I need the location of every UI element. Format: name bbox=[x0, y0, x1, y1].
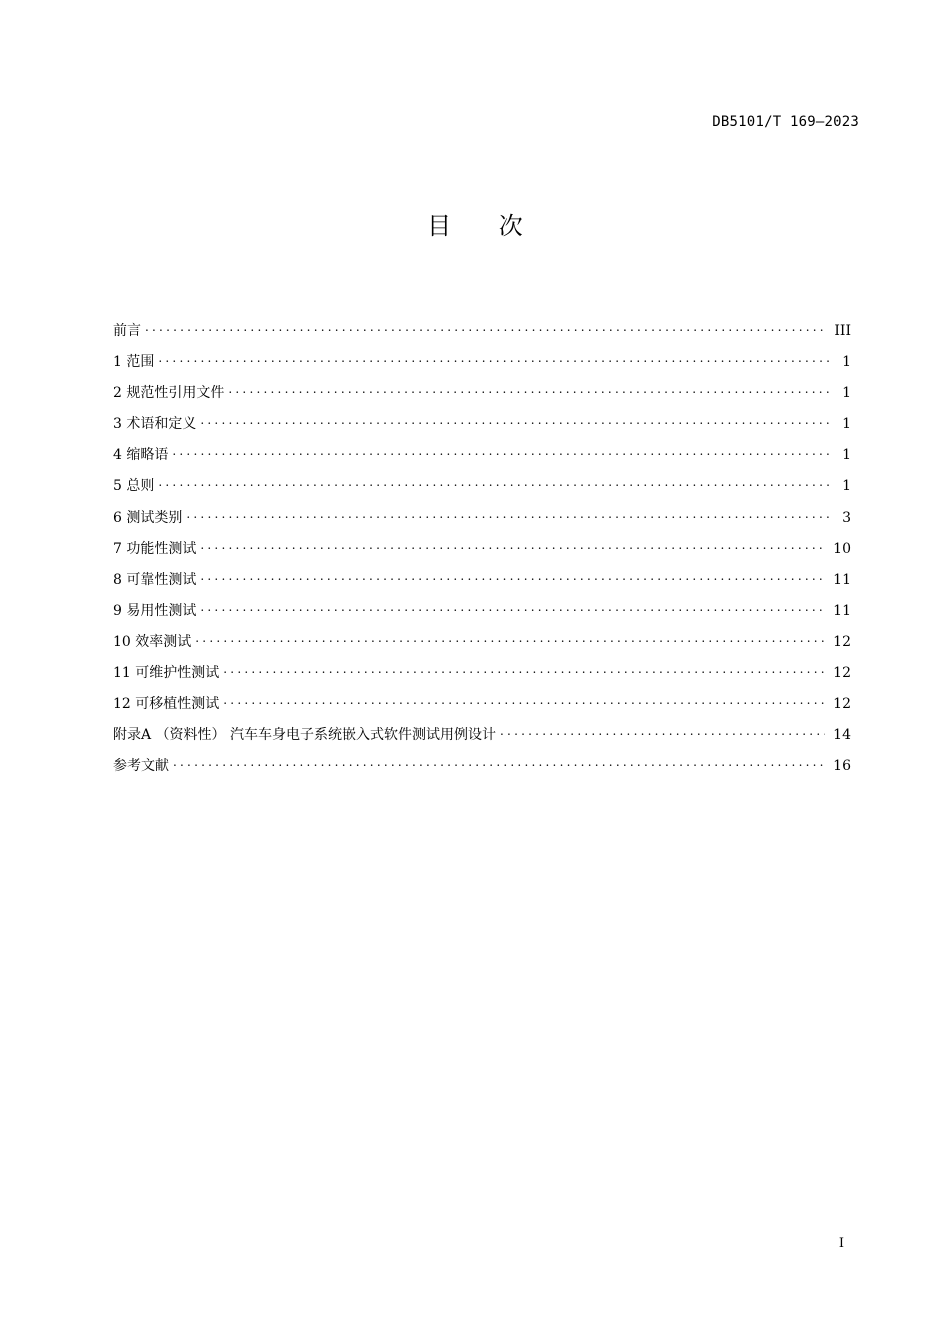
toc-entry-label: 3 术语和定义 bbox=[113, 416, 197, 433]
toc-entry[interactable] bbox=[113, 378, 851, 409]
toc-leader-dots bbox=[200, 601, 825, 615]
toc-entry[interactable] bbox=[113, 316, 851, 347]
toc-entry[interactable] bbox=[113, 409, 851, 440]
toc-entry-page: 1 bbox=[842, 478, 851, 495]
toc-leader-dots bbox=[145, 321, 826, 335]
toc-entry-page: 12 bbox=[833, 633, 851, 650]
toc-entry-label: 参考文献 bbox=[113, 758, 169, 775]
toc-entry[interactable] bbox=[113, 534, 851, 565]
toc-leader-dots bbox=[158, 352, 829, 366]
toc-entry-label: 5 总则 bbox=[113, 478, 155, 495]
toc-leader-dots bbox=[500, 725, 825, 739]
toc-entry-page: 11 bbox=[833, 602, 851, 619]
toc-entry[interactable] bbox=[113, 596, 851, 627]
toc-leader-dots bbox=[200, 539, 825, 553]
toc-entry[interactable] bbox=[113, 471, 851, 502]
toc-entry-label: 8 可靠性测试 bbox=[113, 571, 197, 588]
toc-entry-page: 1 bbox=[842, 385, 851, 402]
toc-entry-label: 1 范围 bbox=[113, 354, 155, 371]
toc-entry[interactable] bbox=[113, 658, 851, 689]
toc-entry-label: 4 缩略语 bbox=[113, 447, 169, 464]
toc-entry[interactable] bbox=[113, 627, 851, 658]
page-number: I bbox=[838, 1236, 844, 1251]
toc-entry-page: 3 bbox=[842, 509, 851, 526]
toc-entry-page: 10 bbox=[833, 540, 851, 557]
toc-leader-dots bbox=[172, 445, 829, 459]
toc-entry-page: 12 bbox=[833, 665, 851, 682]
toc-leader-dots bbox=[223, 694, 825, 708]
toc-entry-label: 9 易用性测试 bbox=[113, 602, 197, 619]
toc-entry[interactable] bbox=[113, 751, 851, 782]
toc-entry-label: 12 可移植性测试 bbox=[113, 696, 220, 713]
toc-entry-page: 11 bbox=[833, 571, 851, 588]
toc-entry-page: 14 bbox=[833, 727, 851, 744]
toc-entry[interactable] bbox=[113, 440, 851, 471]
toc-leader-dots bbox=[186, 508, 829, 522]
toc-entry[interactable] bbox=[113, 503, 851, 534]
toc-leader-dots bbox=[228, 383, 829, 397]
toc-leader-dots bbox=[173, 756, 825, 770]
toc-title: 目 次 bbox=[427, 212, 543, 240]
document-code: DB5101/T 169—2023 bbox=[712, 114, 859, 130]
toc-entry-page: III bbox=[834, 323, 851, 339]
toc-entry-label: 前言 bbox=[113, 323, 141, 339]
toc-entry-label: 附录A （资料性） 汽车车身电子系统嵌入式软件测试用例设计 bbox=[113, 727, 497, 744]
toc-entry-label: 11 可维护性测试 bbox=[113, 665, 220, 682]
toc-entry-page: 1 bbox=[842, 416, 851, 433]
toc-leader-dots bbox=[200, 570, 825, 584]
toc-entry[interactable] bbox=[113, 347, 851, 378]
toc-entry[interactable] bbox=[113, 720, 851, 751]
toc-entry-page: 1 bbox=[842, 354, 851, 371]
toc-entry[interactable] bbox=[113, 565, 851, 596]
toc-entry-label: 2 规范性引用文件 bbox=[113, 385, 225, 402]
toc-entry-page: 16 bbox=[833, 758, 851, 775]
toc-leader-dots bbox=[200, 414, 829, 428]
toc-entry-label: 6 测试类别 bbox=[113, 509, 183, 526]
toc-list bbox=[113, 316, 851, 782]
toc-entry-page: 1 bbox=[842, 447, 851, 464]
toc-entry[interactable] bbox=[113, 689, 851, 720]
toc-entry-label: 10 效率测试 bbox=[113, 633, 192, 650]
toc-leader-dots bbox=[158, 476, 829, 490]
toc-entry-page: 12 bbox=[833, 696, 851, 713]
toc-entry-label: 7 功能性测试 bbox=[113, 540, 197, 557]
toc-leader-dots bbox=[223, 663, 825, 677]
toc-leader-dots bbox=[195, 632, 825, 646]
